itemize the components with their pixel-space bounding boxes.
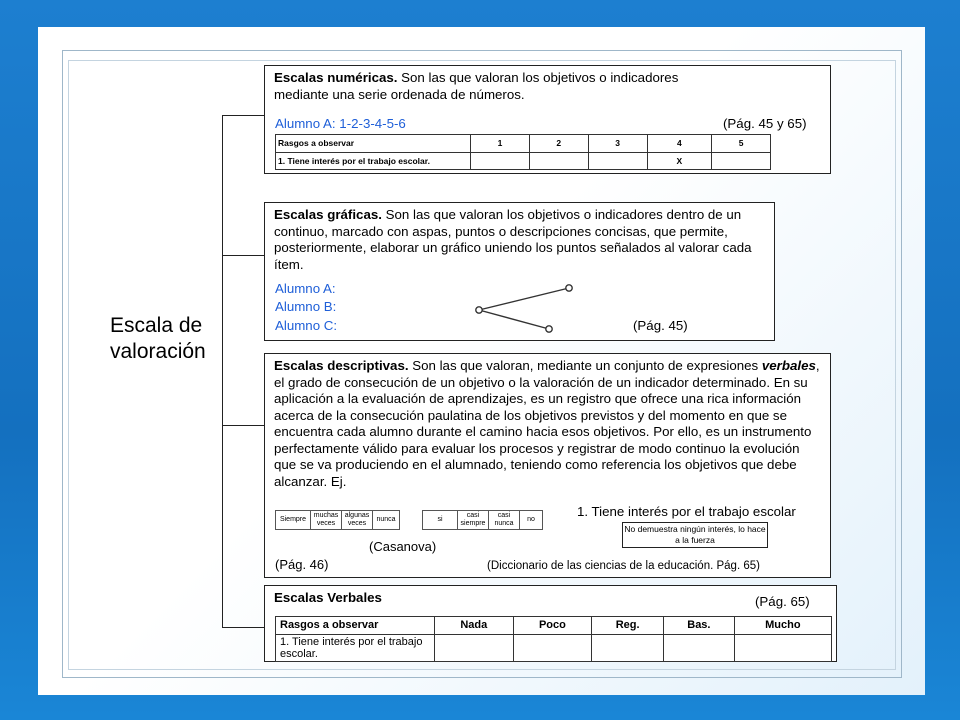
table-header-cell: Reg. — [592, 617, 664, 635]
graph-segment — [479, 288, 569, 310]
table-cell: Siempre — [276, 511, 311, 530]
bracket-vertical-line — [222, 115, 223, 627]
graph-point — [476, 307, 482, 313]
graph-point — [566, 285, 572, 291]
numericas-ref: (Pág. 45 y 65) — [723, 116, 807, 131]
graficas-alumno-b: Alumno B: — [275, 299, 337, 314]
descriptivas-italic: verbales — [761, 358, 816, 373]
descriptivas-scale-2 — [422, 510, 543, 530]
table-header-cell: Rasgos a observar — [276, 617, 435, 635]
table-header-cell: Nada — [435, 617, 514, 635]
descriptivas-text-a: Son las que valoran, mediante un conjunto de expresiones — [408, 358, 762, 373]
table-cell — [734, 634, 831, 661]
table-header-cell: Poco — [513, 617, 592, 635]
numericas-alumno: Alumno A: 1-2-3-4-5-6 — [275, 116, 406, 131]
table-cell — [664, 634, 735, 661]
table-row — [423, 511, 543, 530]
table-cell — [513, 634, 592, 661]
table-cell — [588, 152, 647, 170]
table-cell: no — [520, 511, 543, 530]
numericas-description — [274, 70, 821, 87]
table-cell: nunca — [373, 511, 400, 530]
descriptivas-bubble: No demuestra ningún interés, lo hace a la fuerza — [622, 522, 768, 548]
table-cell: si — [423, 511, 458, 530]
bracket-branch-graficas — [222, 255, 264, 256]
table-header-cell: 5 — [712, 135, 771, 153]
descriptivas-example-item: 1. Tiene interés por el trabajo escolar — [577, 504, 796, 519]
table-header-row — [276, 135, 771, 153]
table-header-cell: 2 — [529, 135, 588, 153]
table-cell: 1. Tiene interés por el trabajo escolar. — [276, 634, 435, 661]
numericas-text: Son las que valoran los objetivos o indicadores — [397, 70, 679, 85]
table-cell: X — [647, 152, 712, 170]
table-row — [276, 634, 832, 661]
bracket-branch-verbales — [222, 627, 264, 628]
verbales-ref: (Pág. 65) — [755, 594, 810, 609]
descriptivas-text-b: , el grado de consecución de un objetivo o la valoración de un indicador determinado. En su aplicación a la evaluación de aprendizajes, es un registro que ofrece una rica información acerca de la consecución paulatina de los objetivos previstos y del momento en que se encuentra cada alumno durante el camino hacia esos objetivos. Por ello, es un instrumento perfectamente válido para evaluar los procesos y registrar de modo continuo la evolución que se va produciendo en el alumnado, teniendo como referencia los objetivos que debe alcanzar. Ej. — [274, 358, 820, 489]
main-title: Escala de valoración — [110, 314, 206, 363]
table-cell — [592, 634, 664, 661]
graficas-box — [264, 202, 775, 341]
table-cell — [435, 634, 514, 661]
verbales-table — [275, 616, 832, 662]
table-cell — [471, 152, 530, 170]
descriptivas-casanova: (Casanova) — [369, 539, 437, 554]
table-header-cell: Bas. — [664, 617, 735, 635]
table-cell — [712, 152, 771, 170]
table-header-cell: 1 — [471, 135, 530, 153]
graph-point — [546, 326, 552, 332]
table-header-cell: 4 — [647, 135, 712, 153]
table-header-cell: 3 — [588, 135, 647, 153]
table-cell: algunas veces — [342, 511, 373, 530]
descriptivas-ref-right: (Diccionario de las ciencias de la educación. Pág. 65) — [487, 560, 760, 572]
bracket-branch-numericas — [222, 115, 264, 116]
descriptivas-title: Escalas descriptivas. — [274, 358, 409, 373]
numericas-table — [275, 134, 771, 170]
table-cell: casi siempre — [458, 511, 489, 530]
table-row — [276, 152, 771, 170]
verbales-title: Escalas Verbales — [274, 590, 382, 605]
table-cell — [529, 152, 588, 170]
graficas-description — [274, 207, 765, 273]
graficas-text: Son las que valoran los objetivos o indicadores dentro de un continuo, marcado con aspas, puntos o descripciones concisas, que permite, posteriormente, elaborar un gráfico uniendo los puntos señalados al valorar cada ítem. — [274, 207, 752, 272]
table-cell: casi nunca — [489, 511, 520, 530]
graficas-alumno-a: Alumno A: — [275, 281, 336, 296]
graficas-line-graph — [465, 281, 585, 333]
table-row — [276, 511, 400, 530]
graficas-title: Escalas gráficas. — [274, 207, 382, 222]
table-header-cell: Rasgos a observar — [276, 135, 471, 153]
descriptivas-box — [264, 353, 831, 578]
table-cell: 1. Tiene interés por el trabajo escolar. — [276, 152, 471, 170]
numericas-description-2: mediante una serie ordenada de números. — [274, 86, 525, 102]
bracket-branch-descriptivas — [222, 425, 264, 426]
table-header-cell: Mucho — [734, 617, 831, 635]
descriptivas-description — [274, 358, 821, 490]
descriptivas-scale-1 — [275, 510, 400, 530]
verbales-box — [264, 585, 837, 662]
table-header-row — [276, 617, 832, 635]
graficas-ref: (Pág. 45) — [633, 318, 688, 333]
numericas-box — [264, 65, 831, 174]
table-cell: muchas veces — [311, 511, 342, 530]
graph-segment — [479, 310, 549, 329]
graficas-alumno-c: Alumno C: — [275, 318, 338, 333]
descriptivas-ref-left: (Pág. 46) — [275, 557, 329, 572]
numericas-title: Escalas numéricas. — [274, 70, 398, 85]
